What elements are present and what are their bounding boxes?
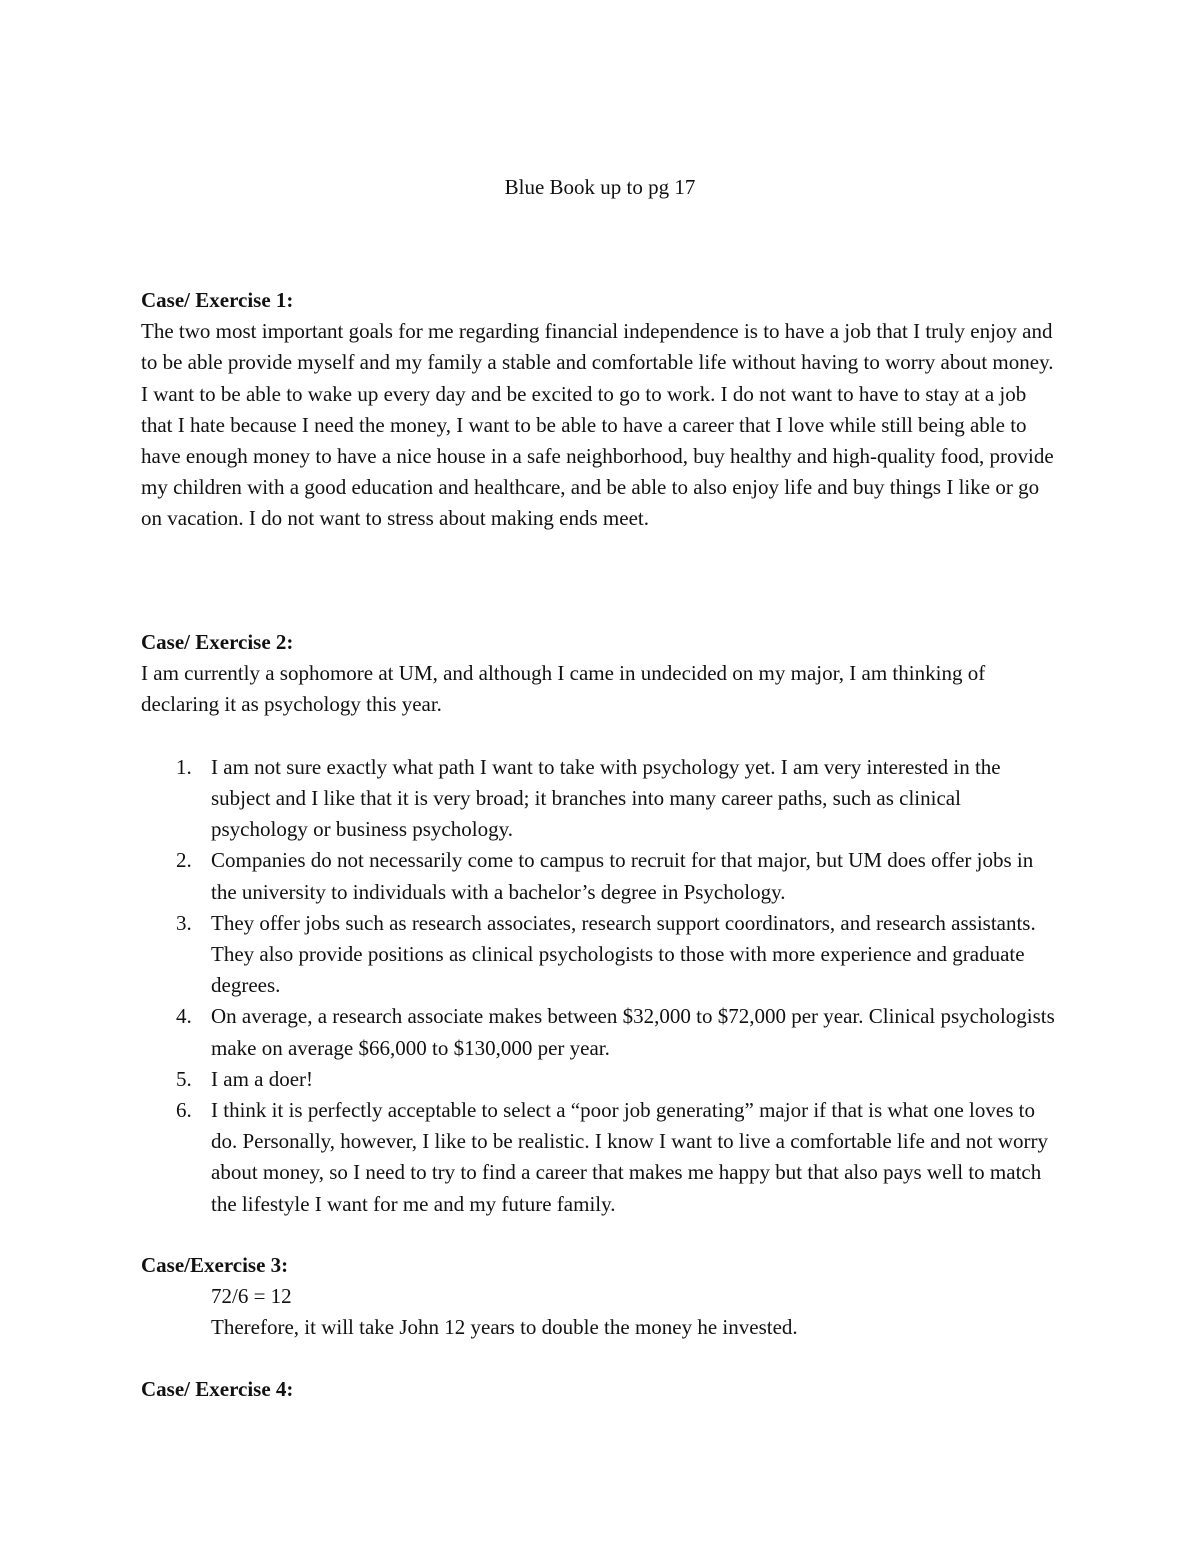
calculation-line: 72/6 = 12 <box>211 1284 292 1309</box>
list-item-text: I am not sure exactly what path I want to take with psychology yet. I am very interested in the subject and I like that it is very broad; it branches into many career paths, such as clinical psychology or business psychology. <box>211 754 1001 842</box>
list-number: 1. <box>176 754 192 779</box>
list-item-text: Companies do not necessarily come to campus to recruit for that major, but UM does offer jobs in the university to individuals with a bachelor’s degree in Psychology. <box>211 848 1034 904</box>
numbered-list <box>141 752 1061 1220</box>
list-number: 2. <box>176 848 192 873</box>
case-exercise-3 <box>141 1250 1061 1344</box>
section-paragraph: I am currently a sophomore at UM, and although I came in undecided on my major, I am thinking of declaring it as psychology this year. <box>141 661 986 717</box>
list-item <box>141 752 1061 846</box>
list-item-text: They offer jobs such as research associates, research support coordinators, and research assistants. They also provide positions as clinical psychologists to those with more experience and graduate degrees. <box>211 910 1036 998</box>
conclusion-line: Therefore, it will take John 12 years to double the money he invested. <box>211 1315 798 1340</box>
list-item-text: On average, a research associate makes between $32,000 to $72,000 per year. Clinical psychologists make on average $66,000 to $130,000 per year. <box>211 1004 1055 1060</box>
section-heading: Case/ Exercise 1: <box>141 288 294 312</box>
list-number: 6. <box>176 1098 192 1123</box>
list-item <box>141 1001 1061 1063</box>
section-paragraph: The two most important goals for me regarding financial independence is to have a job that I truly enjoy and to be able provide myself and my family a stable and comfortable life without having to worry about money. I want to be able to wake up every day and be excited to go to work. I do not want to have to stay at a job that I hate because I need the money, I want to be able to have a career that I love while still being able to have enough money to have a nice house in a safe neighborhood, buy healthy and high-quality food, provide my children with a good education and healthcare, and be able to also enjoy life and buy things I like or go on vacation. I do not want to stress about making ends meet. <box>141 319 1054 531</box>
section-heading: Case/Exercise 3: <box>141 1253 289 1277</box>
list-item <box>141 845 1061 907</box>
document-title: Blue Book up to pg 17 <box>504 175 696 199</box>
list-item <box>141 1095 1061 1220</box>
list-item-text: I think it is perfectly acceptable to select a “poor job generating” major if that is what one loves to do. Personally, however, I like to be realistic. I know I want to live a comfortable life and not worry about money, so I need to try to find a career that makes me happy but that also pays well to match the lifestyle I want for me and my future family. <box>211 1098 1048 1216</box>
section-heading: Case/ Exercise 4: <box>141 1377 294 1401</box>
case-exercise-1 <box>141 285 1061 535</box>
section-heading: Case/ Exercise 2: <box>141 630 294 654</box>
case-exercise-4 <box>141 1374 1061 1405</box>
list-number: 4. <box>176 1004 192 1029</box>
list-number: 5. <box>176 1066 192 1091</box>
list-number: 3. <box>176 910 192 935</box>
list-item-text: I am a doer! <box>211 1066 314 1091</box>
list-item <box>141 1064 1061 1095</box>
list-item <box>141 908 1061 1002</box>
case-exercise-2 <box>141 627 1061 1220</box>
